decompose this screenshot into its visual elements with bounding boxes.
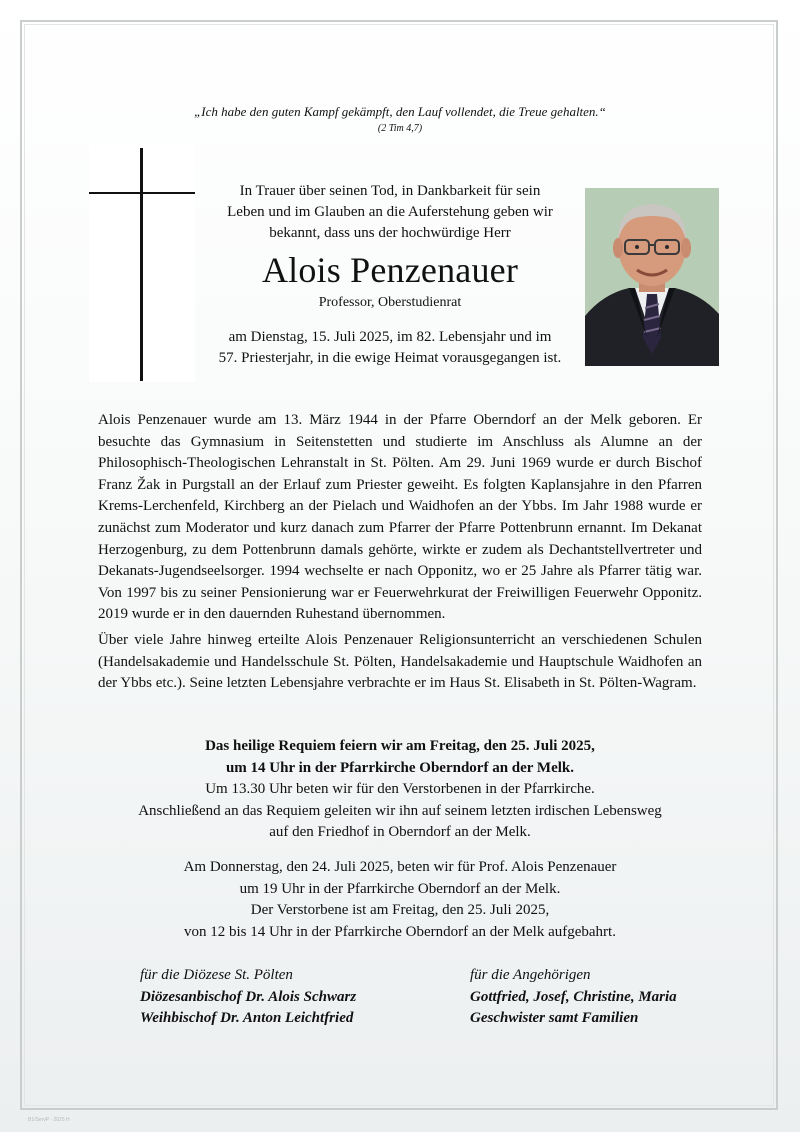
deceased-name: Alois Penzenauer bbox=[261, 250, 519, 290]
cross-vertical-bar bbox=[140, 148, 143, 381]
cross-icon bbox=[89, 144, 195, 382]
signature-name: Gottfried, Josef, Christine, Maria bbox=[470, 988, 677, 1005]
signature-heading: für die Diözese St. Pölten bbox=[140, 967, 293, 983]
requiem-bold-line: um 14 Uhr in der Pfarrkirche Oberndorf an der Melk. bbox=[225, 759, 575, 776]
requiem-line: Anschließend an das Requiem geleiten wir ihn auf seinem letzten irdischen Lebensweg bbox=[138, 802, 662, 819]
prayer-line: von 12 bis 14 Uhr in der Pfarrkirche Oberndorf an der Melk aufgebahrt. bbox=[184, 923, 616, 940]
signature-heading: für die Angehörigen bbox=[470, 967, 591, 983]
signature-name: Diözesanbischof Dr. Alois Schwarz bbox=[140, 988, 357, 1005]
prayer-line: um 19 Uhr in der Pfarrkirche Oberndorf an der Melk. bbox=[239, 880, 561, 897]
requiem-bold-line: Das heilige Requiem feiern wir am Freitag, den 25. Juli 2025, bbox=[205, 738, 595, 754]
requiem-info bbox=[60, 736, 740, 844]
requiem-line: auf den Friedhof in Oberndorf an der Melk. bbox=[269, 824, 531, 841]
biography-paragraph: Alois Penzenauer wurde am 13. März 1944 in der Pfarre Oberndorf an der Melk geboren. Er besuchte das Gymnasium in Seitenstetten und studierte im Anschluss als Alumne an der Philosophisch-Theologischen Lehranstalt in St. Pölten. Am 29. Juni 1969 wurde er durch Bischof Franz Žak in Purgstall an der Erlauf zum Priester geweiht. Es folgten Kaplansjahre in den Pfarren Krems-Lerchenfeld, Kirchberg an der Pielach und Waidhofen an der Ybbs. Im Jahr 1988 wurde er zunächst zum Moderator und kurz danach zum Pfarrer der Pfarre Pottenbrunn ernannt. Im Dekanat Herzogenburg, zu dem Pottenbrunn damals gehörte, wirkte er zudem als Dechantstellvertreter und Dekanats-Jugendseelsorger. 1994 wechselte er nach Opponitz, wo er 25 Jahre als Pfarrer tätig war. Von 1997 bis zu seiner Pensionierung war er Feuerwehrkurat der Freiwilligen Feuerwehr Opponitz. 2019 wurde er in den dauernden Ruhestand übernommen. bbox=[98, 412, 702, 623]
prayer-line: Der Verstorbene ist am Freitag, den 25. Juli 2025, bbox=[250, 902, 550, 919]
announcement-line: Leben und im Glauben an die Auferstehung geben wir bbox=[227, 204, 553, 220]
prayer-info bbox=[60, 857, 740, 943]
announcement-line: bekannt, dass uns der hochwürdige Herr bbox=[269, 225, 511, 241]
bible-reference: (2 Tim 4,7) bbox=[377, 123, 423, 134]
portrait-photo bbox=[585, 188, 719, 366]
biography-paragraph: Über viele Jahre hinweg erteilte Alois Penzenauer Religionsunterricht an verschiedenen Schulen (Handelsakademie und Handelsschule St. Pölten, Handelsakademie und Hauptschule Waidhofen an der Ybbs etc.). Seine letzten Lebensjahre verbrachte er im Haus St. Elisabeth in St. Pölten-Wagram. bbox=[98, 632, 702, 692]
signature-name: Geschwister samt Familien bbox=[470, 1010, 639, 1027]
footer-code: B1/ServP · 2025 H bbox=[28, 1117, 70, 1123]
death-line: 57. Priesterjahr, in die ewige Heimat vorausgegangen ist. bbox=[218, 350, 562, 366]
portrait-illustration bbox=[585, 188, 719, 366]
deceased-title: Professor, Oberstudienrat bbox=[318, 295, 462, 310]
announcement-line: In Trauer über seinen Tod, in Dankbarkeit für sein bbox=[239, 183, 541, 199]
death-notice bbox=[195, 327, 585, 369]
signature-diocese bbox=[140, 965, 356, 1030]
signature-name: Weihbischof Dr. Anton Leichtfried bbox=[140, 1010, 354, 1027]
announcement-text bbox=[195, 181, 585, 244]
requiem-line: Um 13.30 Uhr beten wir für den Verstorbenen in der Pfarrkirche. bbox=[205, 781, 595, 798]
bible-quote: „Ich habe den guten Kampf gekämpft, den Lauf vollendet, die Treue gehalten.“ bbox=[194, 104, 606, 119]
death-line: am Dienstag, 15. Juli 2025, im 82. Lebensjahr und im bbox=[228, 329, 552, 345]
prayer-line: Am Donnerstag, den 24. Juli 2025, beten wir für Prof. Alois Penzenauer bbox=[183, 859, 617, 875]
cross-horizontal-bar bbox=[89, 192, 195, 194]
signature-family bbox=[470, 965, 677, 1030]
